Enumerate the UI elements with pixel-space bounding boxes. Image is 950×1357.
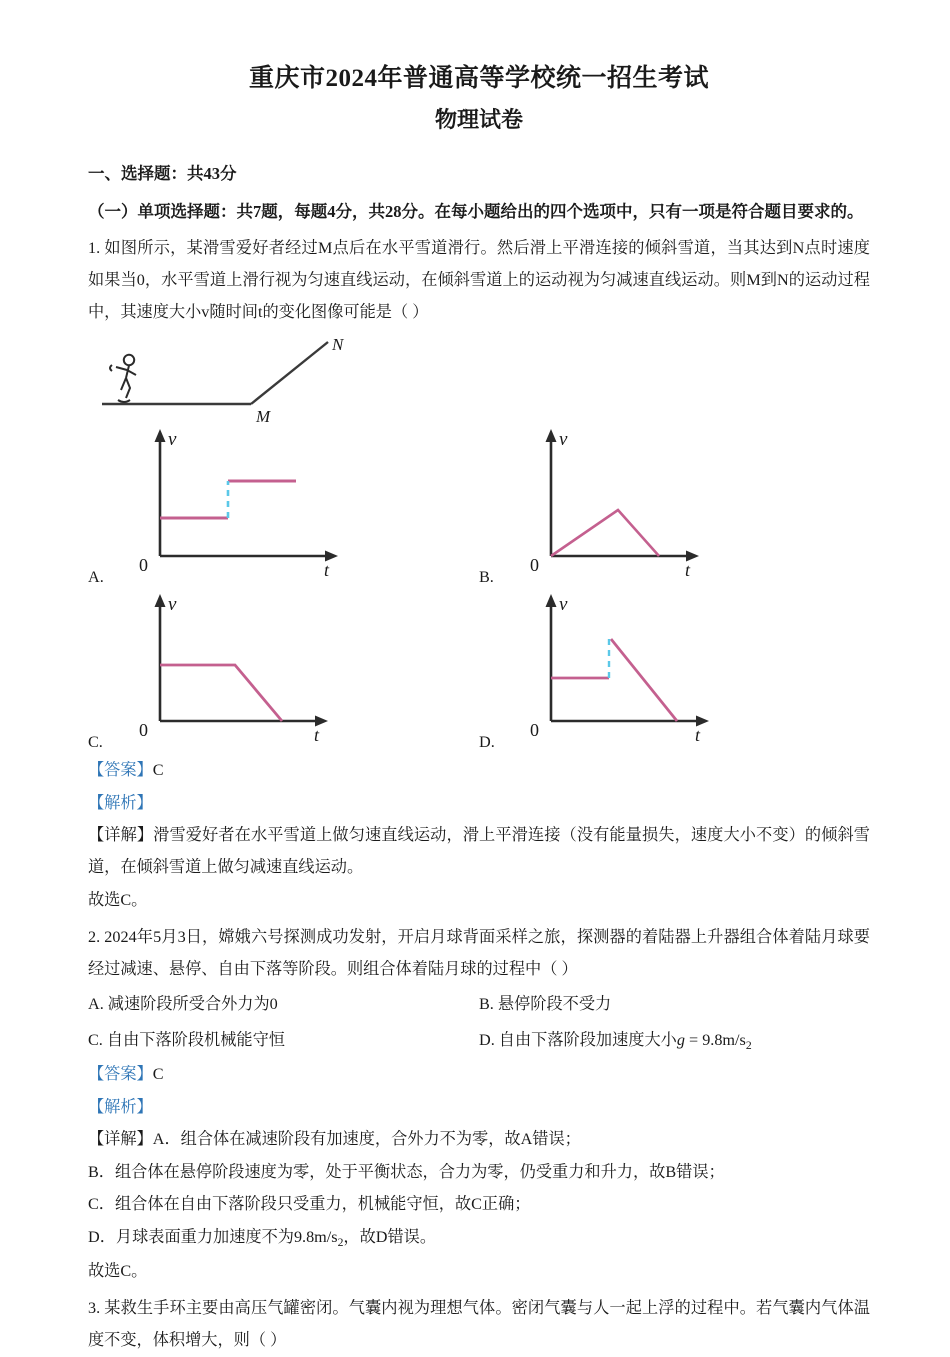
slope-point-m-label: M [256,407,271,427]
stick-figure-skier-icon [110,355,136,402]
answer-value: C [152,761,164,780]
question-2-analysis-tag [88,1092,870,1124]
question-2-detail-d-sub: 2 [337,1236,344,1250]
graph-a-origin-label: 0 [139,555,148,576]
analysis-tag: 【解析】 [88,793,153,812]
question-2-options-row-2 [88,1025,870,1058]
question-2-answer [88,1059,870,1091]
graph-option-b-label: B. [479,568,494,587]
section-subheading: （一）单项选择题：共7题，每题4分，共28分。在每小题给出的四个选项中，只有一项是符合题目要求的。 [88,201,864,221]
question-1-detail: 【详解】滑雪爱好者在水平雪道上做匀速直线运动，滑上平滑连接（没有能量损失，速度大小不变）的倾斜雪道，在倾斜雪道上做匀减速直线运动。 [88,826,870,877]
question-2-stem: 2. 2024年5月3日，嫦娥六号探测成功发射，开启月球背面采样之旅，探测器的着陆器上升器组合体着陆月球要经过减速、悬停、自由下落等阶段。则组合体着陆月球的过程中（ ） [88,928,870,978]
question-1-answer [88,755,870,787]
question-2-option-d-text: D. 自由下落阶段加速度大小 [479,1030,677,1049]
graph-option-a [88,426,479,591]
question-2-conclusion: 故选C。 [88,1261,148,1280]
question-2-detail-c: C．组合体在自由下落阶段只受重力，机械能守恒，故C正确； [88,1195,531,1214]
graph-a-y-axis-label: v [168,429,177,451]
graph-b-x-axis-label: t [685,560,691,577]
graph-c-x-axis-label: t [314,725,320,742]
graph-c-y-axis-label: v [168,594,177,616]
question-3-stem: 3. 某救生手环主要由高压气罐密闭。气囊内视为理想气体。密闭气囊与人一起上浮的过程中。若气囊内气体温度不变，体积增大，则（ ） [88,1299,870,1350]
graph-option-d-label: D. [479,733,495,752]
gravity-symbol: g [676,1030,685,1049]
question-2-detail-d-text: D．月球表面重力加速度不为9.8m/s [88,1227,338,1246]
question-2-detail-b: B．组合体在悬停阶段速度为零，处于平衡状态，合力为零，仍受重力和升力，故B错误； [88,1162,725,1181]
page-content [88,0,870,1357]
question-2-detail-d [88,1222,870,1255]
question-2-option-c: C. 自由下落阶段机械能守恒 [88,1030,285,1049]
answer-tag: 【答案】 [88,761,153,780]
question-1-figures [88,334,870,754]
question-1-stem: 1. 如图所示，某滑雪爱好者经过M点后在水平雪道滑行。然后滑上平滑连接的倾斜雪道，当其达到N点时速度如果当0，水平雪道上滑行视为匀速直线运动，在倾斜雪道上的运动视为匀减速直线运动。则M到N的运动过程中，其速度大小v随时间t的变化图像可能是（ ） [88,239,870,321]
section-heading: 一、选择题：共43分 [88,164,237,184]
gravity-value-sub: 2 [745,1039,752,1053]
question-2-option-b: B. 悬停阶段不受力 [479,995,612,1014]
graph-c-origin-label: 0 [139,720,148,741]
graph-b-origin-label: 0 [530,555,539,576]
graph-option-d [479,591,870,756]
question-2-options-row-1 [88,989,870,1021]
question-1-analysis-tag [88,788,870,820]
answer-tag-2: 【答案】 [88,1064,153,1083]
graph-option-b [479,426,870,591]
graph-d-y-axis-label: v [559,594,568,616]
question-1-conclusion: 故选C。 [88,890,148,909]
slope-point-n-label: N [332,335,344,355]
analysis-tag-2: 【解析】 [88,1097,153,1116]
question-2-option-d [479,1025,870,1058]
gravity-value: 9.8m/s [702,1030,746,1049]
graph-b-y-axis-label: v [559,429,568,451]
question-2-detail-a: 【详解】A．组合体在减速阶段有加速度，合外力不为零，故A错误； [88,1130,581,1149]
page-subtitle: 物理试卷 [434,106,523,132]
answer-value-2: C [152,1064,164,1083]
graph-option-a-label: A. [88,568,104,587]
graph-d-x-axis-label: t [695,725,701,742]
graph-option-c [88,591,479,756]
skier-slope-diagram [96,334,426,426]
graph-option-c-label: C. [88,733,103,752]
graph-d-origin-label: 0 [530,720,539,741]
gravity-equals: = [684,1030,703,1049]
graph-a-x-axis-label: t [324,560,330,577]
page-title: 重庆市2024年普通高等学校统一招生考试 [248,65,709,92]
question-2-option-a: A. 减速阶段所受合外力为0 [88,995,278,1014]
question-2-detail-d-suffix: ，故D错误。 [343,1227,437,1246]
velocity-time-graphs [88,426,870,756]
